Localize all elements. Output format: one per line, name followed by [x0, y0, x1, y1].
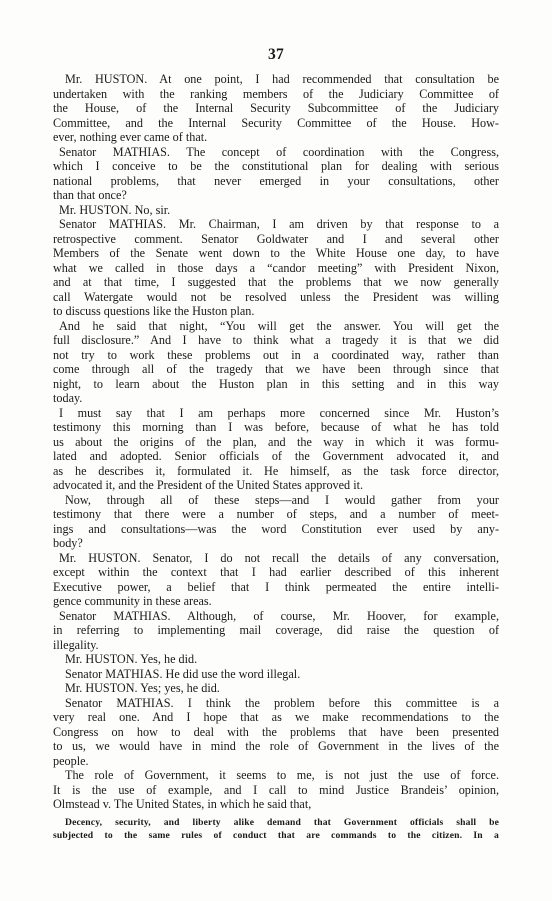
- text-line: Olmstead v. The United States, in which he said that,: [53, 797, 312, 811]
- text-line: Senator MATHIAS. Mr. Chairman, I am driven by that response to a: [59, 217, 499, 231]
- text-line: Mr. HUSTON. No, sir.: [59, 202, 171, 217]
- text-line: national problems, that never emerged in your consultations, other: [53, 173, 499, 188]
- text-line: in referring to implementing mail coverage, did raise the question of: [53, 623, 499, 637]
- text-line: Congress on how to deal with the problems that have been presented: [53, 724, 499, 739]
- text-line: Mr. HUSTON. At one point, I had recommended that consultation be: [65, 72, 499, 86]
- text-line: call Watergate would not be resolved unless the President was willing: [53, 289, 499, 304]
- text-line: Committee, and the Internal Security Committee of the House. How-: [53, 115, 499, 130]
- text-line: testimony this morning than I was before, because of what he has told: [53, 420, 499, 434]
- text-line: Mr. HUSTON. Yes; yes, he did.: [65, 681, 220, 695]
- text-line: not try to work these problems out in a coordinated way, rather than: [53, 347, 499, 362]
- text-line: ever, nothing ever came of that.: [53, 130, 208, 144]
- text-line: which I conceive to be the constitutional plan for dealing with serious: [53, 159, 499, 173]
- text-line: as he describes it, formulated it. He himself, as the task force director,: [53, 463, 499, 478]
- text-line: than that once?: [53, 188, 127, 202]
- text-line: Executive power, a belief that I think permeated the entire intelli-: [53, 579, 499, 594]
- text-line: And he said that night, “You will get the answer. You will get the: [59, 318, 499, 333]
- text-line: Now, through all of these steps—and I would gather from your: [65, 492, 499, 507]
- text-line: The role of Government, it seems to me, is not just the use of force.: [65, 768, 499, 782]
- text-line: Senator MATHIAS. The concept of coordination with the Congress,: [59, 144, 499, 159]
- body-text: [53, 72, 499, 842]
- text-line: very real one. And I hope that as we make recommendations to the: [53, 710, 499, 724]
- text-line: us about the origins of the plan, and the way in which it was formu-: [53, 434, 499, 449]
- text-line: Senator MATHIAS. He did use the word illegal.: [65, 666, 301, 681]
- text-line: lated and adopted. Senior officials of the Government advocated it, and: [53, 449, 499, 463]
- quote-line: Decency, security, and liberty alike demand that Government officials shall be: [65, 816, 499, 828]
- text-line: Mr. HUSTON. Yes, he did.: [65, 652, 198, 666]
- text-line: ings and consultations—was the word Constitution ever used by any-: [53, 521, 499, 536]
- text-line: and at that time, I suggested that the problems that we now generally: [53, 275, 499, 289]
- text-line: night, to learn about the Huston plan in this setting and in this way: [53, 376, 499, 391]
- text-line: gence community in these areas.: [53, 594, 212, 608]
- text-line: retrospective comment. Senator Goldwater and I and several other: [53, 231, 499, 246]
- text-line: illegality.: [53, 637, 99, 652]
- text-line: It is the use of example, and I call to mind Justice Brandeis’ opinion,: [53, 782, 499, 797]
- text-line: Members of the Senate went down to the White House one day, to have: [53, 246, 499, 260]
- text-line: Mr. HUSTON. Senator, I do not recall the details of any conversation,: [59, 550, 499, 565]
- text-line: to us, we would have in mind the role of Government in the lives of the: [53, 739, 499, 753]
- text-line: except within the context that I had earlier described of this inherent: [53, 565, 499, 579]
- text-line: Senator MATHIAS. I think the problem before this committee is a: [65, 695, 499, 710]
- text-line: advocated it, and the President of the United States approved it.: [53, 478, 364, 492]
- block-quote: [53, 816, 499, 842]
- text-line: undertaken with the ranking members of the Judiciary Committee of: [53, 86, 499, 101]
- text-line: come through all of the tragedy that we have been through since that: [53, 362, 499, 376]
- quote-line: subjected to the same rules of conduct that are commands to the citizen. In a: [53, 829, 499, 841]
- text-line: what we called in those days a “candor meeting” with President Nixon,: [53, 260, 499, 275]
- text-line: people.: [53, 753, 89, 768]
- text-line: body?: [53, 536, 83, 550]
- text-line: today.: [53, 391, 83, 405]
- text-line: to discuss questions like the Huston plan.: [53, 304, 255, 318]
- text-line: Senator MATHIAS. Although, of course, Mr. Hoover, for example,: [59, 608, 499, 623]
- text-line: I must say that I am perhaps more concerned since Mr. Huston’s: [59, 405, 499, 420]
- text-line: testimony that there were a number of steps, and a number of meet-: [53, 507, 499, 521]
- page-number: 37: [267, 46, 285, 63]
- text-line: full disclosure.” And I have to think what a tragedy it is that we did: [53, 333, 499, 347]
- transcript-lines: [53, 72, 499, 812]
- text-line: the House, of the Internal Security Subcommittee of the Judiciary: [53, 101, 499, 115]
